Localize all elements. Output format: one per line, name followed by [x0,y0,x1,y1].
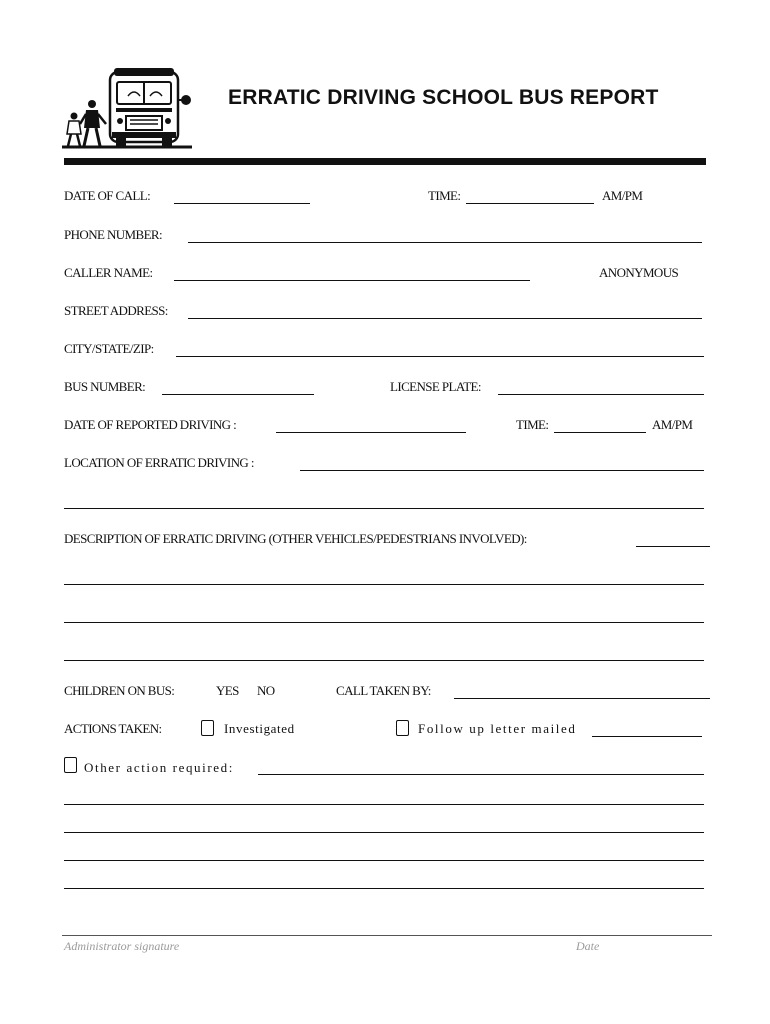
children-on-bus-label: CHILDREN ON BUS: [64,683,175,698]
follow-up-checkbox[interactable] [396,720,409,736]
phone-number-field[interactable] [188,242,702,243]
time2-label: TIME: [516,417,549,432]
signature-line[interactable] [62,935,712,936]
other-action-line-4[interactable] [64,860,704,861]
location-field[interactable] [300,470,704,471]
description-field[interactable] [636,546,710,547]
signature-date-label: Date [576,939,600,953]
am-pm2-label: AM/PM [652,417,693,432]
call-taken-by-label: CALL TAKEN BY: [336,683,431,698]
yes-option[interactable]: YES [216,683,239,698]
description-label: DESCRIPTION OF ERRATIC DRIVING (OTHER VEHICLES/PEDESTRIANS INVOLVED): [64,531,527,546]
time-label: TIME: [428,188,461,203]
bus-number-field[interactable] [162,394,314,395]
investigated-label: Investigated [224,721,295,736]
location-label: LOCATION OF ERRATIC DRIVING : [64,455,254,470]
actions-taken-label: ACTIONS TAKEN: [64,721,162,736]
other-action-field[interactable] [258,774,704,775]
license-plate-field[interactable] [498,394,704,395]
title-rule [64,158,706,165]
investigated-checkbox[interactable] [201,720,214,736]
city-state-zip-label: CITY/STATE/ZIP: [64,341,154,356]
follow-up-label: Follow up letter mailed [418,721,577,736]
anonymous-label: ANONYMOUS [599,265,679,280]
caller-name-field[interactable] [174,280,530,281]
description-line-3[interactable] [64,622,704,623]
phone-number-label: PHONE NUMBER: [64,227,163,242]
school-bus-logo [62,66,194,150]
other-action-line-3[interactable] [64,832,704,833]
date-reported-label: DATE OF REPORTED DRIVING : [64,417,237,432]
date-of-call-field[interactable] [174,203,310,204]
follow-up-field[interactable] [592,736,702,737]
other-action-label: Other action required: [84,760,234,775]
am-pm-label: AM/PM [602,188,643,203]
license-plate-label: LICENSE PLATE: [390,379,481,394]
no-option[interactable]: NO [257,683,275,698]
other-action-line-2[interactable] [64,804,704,805]
date-of-call-label: DATE OF CALL: [64,188,151,203]
caller-name-label: CALLER NAME: [64,265,153,280]
time2-field[interactable] [554,432,646,433]
street-address-label: STREET ADDRESS: [64,303,168,318]
location-field-line-2[interactable] [64,508,704,509]
bus-number-label: BUS NUMBER: [64,379,146,394]
other-action-line-5[interactable] [64,888,704,889]
time-field[interactable] [466,203,594,204]
date-reported-field[interactable] [276,432,466,433]
description-line-4[interactable] [64,660,704,661]
description-line-2[interactable] [64,584,704,585]
city-state-zip-field[interactable] [176,356,704,357]
street-address-field[interactable] [188,318,702,319]
report-title: ERRATIC DRIVING SCHOOL BUS REPORT [228,86,659,109]
other-action-checkbox[interactable] [64,757,77,773]
administrator-signature-label: Administrator signature [64,939,180,953]
call-taken-by-field[interactable] [454,698,710,699]
